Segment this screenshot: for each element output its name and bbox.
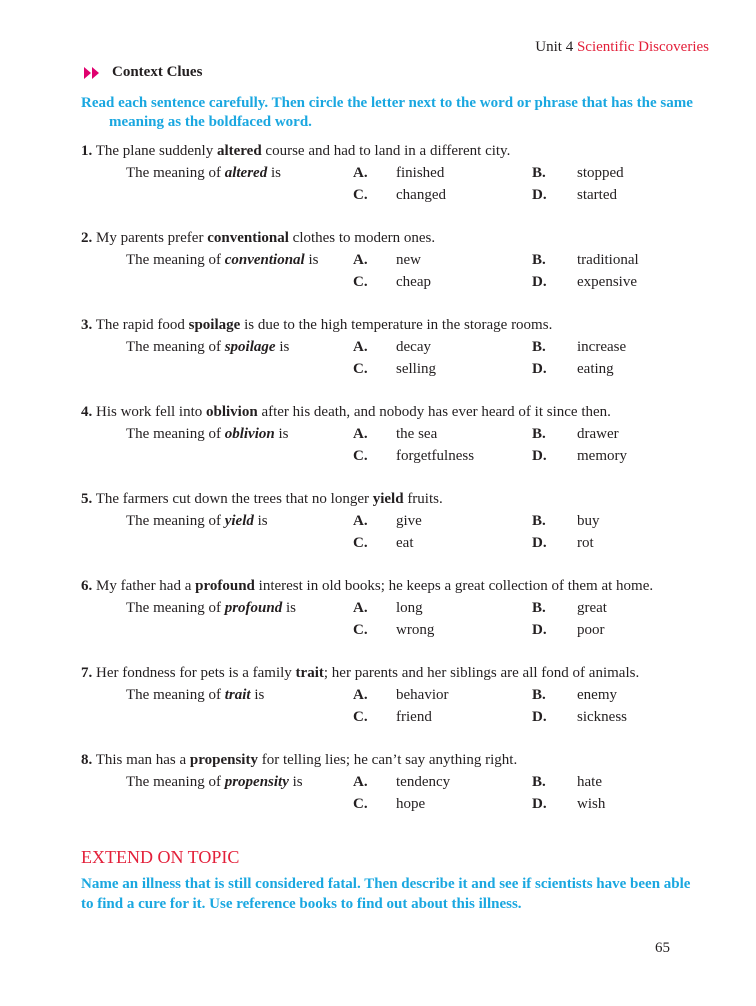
option-c: forgetfulness: [396, 448, 475, 464]
question-item: [81, 401, 721, 467]
option-d: poor: [577, 622, 605, 638]
option-letter-d[interactable]: D.: [532, 274, 547, 290]
unit-label: Unit 4: [535, 39, 574, 55]
option-letter-d[interactable]: D.: [532, 535, 547, 551]
question-sentence: [81, 227, 721, 249]
sentence-text: clothes to modern ones.: [288, 230, 436, 246]
option-letter-a[interactable]: A.: [353, 339, 368, 355]
option-c: cheap: [396, 274, 431, 290]
option-a: long: [396, 600, 423, 616]
option-letter-a[interactable]: A.: [353, 600, 368, 616]
option-letter-b[interactable]: B.: [532, 513, 546, 529]
question-number: 3.: [81, 317, 93, 333]
option-letter-a[interactable]: A.: [353, 165, 368, 181]
page-header: [535, 39, 709, 56]
option-d: rot: [577, 535, 594, 551]
question-number: 1.: [81, 143, 93, 159]
unit-topic: Scientific Discoveries: [576, 39, 709, 55]
boldfaced-word: conventional: [207, 230, 289, 246]
option-letter-d[interactable]: D.: [532, 448, 547, 464]
question-sentence: [81, 575, 721, 597]
option-b: increase: [577, 339, 627, 355]
question-sentence: [81, 749, 721, 771]
options-row: [81, 793, 721, 815]
option-letter-a[interactable]: A.: [353, 687, 368, 703]
question-number: 8.: [81, 752, 93, 768]
extend-line: to find a cure for it. Use reference books to find out about this illness.: [81, 896, 522, 912]
option-b: great: [577, 600, 607, 616]
meaning-prompt: The meaning of altered is: [126, 165, 281, 181]
option-c: hope: [396, 796, 426, 812]
question-number: 5.: [81, 491, 93, 507]
question-sentence: [81, 314, 721, 336]
section-title: [84, 64, 202, 81]
option-letter-a[interactable]: A.: [353, 426, 368, 442]
question-number: 2.: [81, 230, 93, 246]
sentence-text: interest in old books; he keeps a great collection of them at home.: [254, 578, 654, 594]
sentence-text: The farmers cut down the trees that no longer: [92, 491, 373, 507]
options-row: [81, 184, 721, 206]
question-item: [81, 314, 721, 380]
instructions-line: Read each sentence carefully. Then circle the letter next to the word or phrase that has the same: [81, 95, 693, 111]
boldfaced-word: trait: [295, 665, 324, 681]
meaning-prompt: The meaning of propensity is: [126, 774, 303, 790]
extend-title: EXTEND ON TOPIC: [81, 847, 240, 867]
option-a: finished: [396, 165, 445, 181]
option-c: friend: [396, 709, 432, 725]
extend-text: [81, 874, 721, 914]
options-row: [81, 249, 721, 271]
meaning-word: profound: [224, 600, 283, 616]
question-item: [81, 227, 721, 293]
sentence-text: The plane suddenly: [92, 143, 217, 159]
option-letter-d[interactable]: D.: [532, 622, 547, 638]
option-d: memory: [577, 448, 627, 464]
option-a: decay: [396, 339, 431, 355]
option-letter-b[interactable]: B.: [532, 165, 546, 181]
question-item: [81, 140, 721, 206]
option-b: buy: [577, 513, 600, 529]
option-letter-d[interactable]: D.: [532, 796, 547, 812]
option-letter-b[interactable]: B.: [532, 774, 546, 790]
option-d: eating: [577, 361, 614, 377]
meaning-word: spoilage: [224, 339, 276, 355]
boldfaced-word: profound: [195, 578, 255, 594]
option-c: changed: [396, 187, 446, 203]
boldfaced-word: oblivion: [206, 404, 258, 420]
option-c: selling: [396, 361, 436, 377]
option-a: behavior: [396, 687, 449, 703]
options-row: [81, 771, 721, 793]
sentence-text: My parents prefer: [92, 230, 208, 246]
sentence-text: is due to the high temperature in the storage rooms.: [240, 317, 553, 333]
meaning-word: propensity: [224, 774, 289, 790]
boldfaced-word: spoilage: [188, 317, 241, 333]
options-row: [81, 684, 721, 706]
question-sentence: [81, 488, 721, 510]
option-letter-c[interactable]: C.: [353, 622, 368, 638]
meaning-prompt: The meaning of conventional is: [126, 252, 319, 268]
options-row: [81, 162, 721, 184]
meaning-word: trait: [224, 687, 251, 703]
sentence-text: My father had a: [92, 578, 196, 594]
instructions: [81, 94, 701, 132]
options-row: [81, 271, 721, 293]
option-letter-b[interactable]: B.: [532, 339, 546, 355]
question-item: [81, 749, 721, 815]
option-letter-d[interactable]: D.: [532, 187, 547, 203]
option-c: wrong: [396, 622, 435, 638]
question-item: [81, 662, 721, 728]
meaning-word: altered: [224, 165, 268, 181]
option-b: enemy: [577, 687, 617, 703]
question-sentence: [81, 662, 721, 684]
option-letter-a[interactable]: A.: [353, 774, 368, 790]
option-letter-b[interactable]: B.: [532, 600, 546, 616]
options-row: [81, 358, 721, 380]
question-sentence: [81, 401, 721, 423]
options-row: [81, 336, 721, 358]
option-letter-c[interactable]: C.: [353, 361, 368, 377]
meaning-word: oblivion: [224, 426, 275, 442]
option-b: stopped: [577, 165, 624, 181]
page-number: 65: [655, 940, 670, 956]
sentence-text: Her fondness for pets is a family: [92, 665, 296, 681]
question-number: 6.: [81, 578, 93, 594]
options-row: [81, 423, 721, 445]
meaning-prompt: The meaning of profound is: [126, 600, 297, 616]
option-letter-c[interactable]: C.: [353, 709, 368, 725]
option-b: drawer: [577, 426, 619, 442]
option-letter-d[interactable]: D.: [532, 361, 547, 377]
option-letter-d[interactable]: D.: [532, 709, 547, 725]
sentence-text: His work fell into: [92, 404, 206, 420]
options-row: [81, 445, 721, 467]
meaning-prompt: The meaning of spoilage is: [126, 339, 290, 355]
option-letter-c[interactable]: C.: [353, 796, 368, 812]
question-sentence: [81, 140, 721, 162]
meaning-word: yield: [224, 513, 254, 529]
option-c: eat: [396, 535, 414, 551]
options-row: [81, 532, 721, 554]
option-letter-b[interactable]: B.: [532, 687, 546, 703]
option-letter-c[interactable]: C.: [353, 535, 368, 551]
option-letter-b[interactable]: B.: [532, 426, 546, 442]
sentence-text: ; her parents and her siblings are all fond of animals.: [323, 665, 640, 681]
question-number: 7.: [81, 665, 93, 681]
option-letter-c[interactable]: C.: [353, 448, 368, 464]
option-b: hate: [577, 774, 602, 790]
question-item: [81, 488, 721, 554]
option-d: sickness: [577, 709, 627, 725]
meaning-word: conventional: [224, 252, 305, 268]
instructions-line: meaning as the boldfaced word.: [109, 114, 312, 130]
option-a: new: [396, 252, 421, 268]
options-row: [81, 706, 721, 728]
meaning-prompt: The meaning of oblivion is: [126, 426, 289, 442]
option-d: expensive: [577, 274, 637, 290]
sentence-text: fruits.: [403, 491, 443, 507]
double-triangle-icon: [84, 67, 100, 79]
option-b: traditional: [577, 252, 639, 268]
option-letter-c[interactable]: C.: [353, 187, 368, 203]
option-letter-a[interactable]: A.: [353, 513, 368, 529]
sentence-text: after his death, and nobody has ever heard of it since then.: [257, 404, 611, 420]
section-title-text: Context Clues: [112, 64, 203, 80]
options-row: [81, 619, 721, 641]
option-a: give: [396, 513, 422, 529]
sentence-text: The rapid food: [92, 317, 189, 333]
option-d: wish: [577, 796, 606, 812]
option-a: tendency: [396, 774, 451, 790]
option-a: the sea: [396, 426, 438, 442]
boldfaced-word: yield: [372, 491, 404, 507]
option-letter-a[interactable]: A.: [353, 252, 368, 268]
sentence-text: for telling lies; he can’t say anything right.: [257, 752, 518, 768]
question-number: 4.: [81, 404, 93, 420]
sentence-text: course and had to land in a different city.: [261, 143, 511, 159]
meaning-prompt: The meaning of yield is: [126, 513, 268, 529]
option-letter-c[interactable]: C.: [353, 274, 368, 290]
boldfaced-word: altered: [216, 143, 262, 159]
extend-line: Name an illness that is still considered fatal. Then describe it and see if scientists have been able: [81, 876, 691, 892]
option-d: started: [577, 187, 617, 203]
question-item: [81, 575, 721, 641]
sentence-text: This man has a: [92, 752, 190, 768]
boldfaced-word: propensity: [189, 752, 258, 768]
options-row: [81, 597, 721, 619]
meaning-prompt: The meaning of trait is: [126, 687, 265, 703]
options-row: [81, 510, 721, 532]
option-letter-b[interactable]: B.: [532, 252, 546, 268]
